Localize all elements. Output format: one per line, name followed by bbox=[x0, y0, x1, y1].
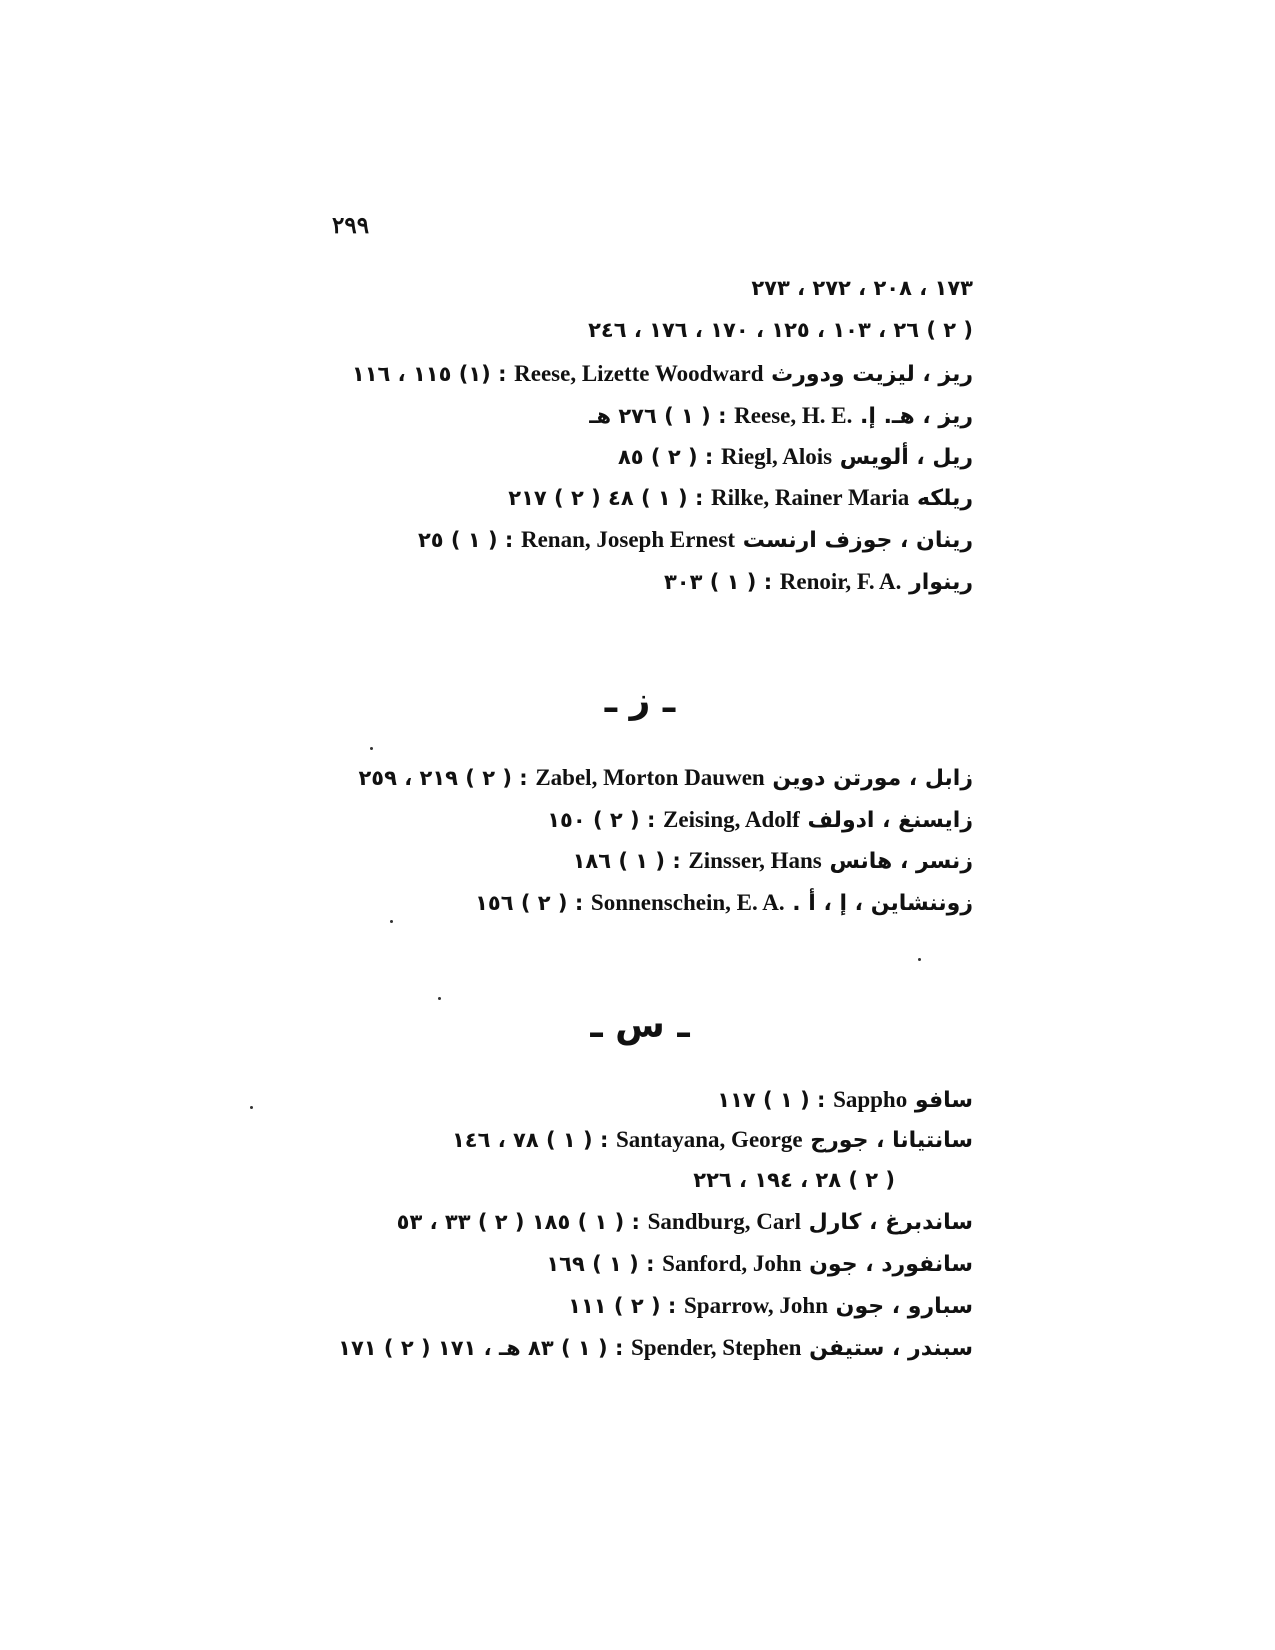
entry-arabic-name: سبندر ، ستيفن bbox=[809, 1336, 973, 1361]
entry-latin-name: Renoir, F. A. bbox=[779, 569, 902, 594]
entry-refs: : ( ٢ ) ٨٥ bbox=[617, 445, 714, 469]
index-entry bbox=[475, 885, 973, 921]
entry-latin-name: Zinsser, Hans bbox=[688, 848, 822, 873]
entry-refs: : ( ٢ ) ١١١ bbox=[568, 1294, 677, 1318]
entry-latin-name: Rilke, Rainer Maria bbox=[711, 485, 910, 510]
entry-arabic-name: زوننشاين ، إ ، أ . bbox=[792, 891, 973, 916]
entry-arabic-name: سبارو ، جون bbox=[835, 1294, 973, 1319]
entry-refs: : ( ١ ) ٣٠٣ bbox=[663, 570, 773, 594]
scan-speck bbox=[370, 747, 373, 750]
entry-refs: : ( ٢ ) ١٥٠ bbox=[547, 808, 656, 832]
entry-refs: : ( ١ ) ٢٥ bbox=[417, 528, 514, 552]
page-refs: ( ٢ ) ٢٦ ، ١٠٣ ، ١٢٥ ، ١٧٠ ، ١٧٦ ، ٢٤٦ bbox=[588, 318, 973, 342]
entry-latin-name: Sandburg, Carl bbox=[647, 1209, 801, 1234]
entry-refs: : ( ١ ) ٧٨ ، ١٤٦ bbox=[451, 1128, 609, 1152]
scan-speck bbox=[250, 1106, 253, 1109]
entry-arabic-name: رينوار bbox=[909, 570, 973, 595]
page-refs: ١٧٣ ، ٢٠٨ ، ٢٧٢ ، ٢٧٣ bbox=[751, 276, 973, 300]
entry-latin-name: Sparrow, John bbox=[683, 1293, 828, 1318]
index-entry bbox=[418, 522, 973, 558]
section-header-seen: ـ س ـ bbox=[590, 1005, 690, 1046]
index-entry bbox=[452, 1122, 973, 1158]
entry-refs: : ( ١ ) ١٨٥ ( ٢ ) ٣٣ ، ٥٣ bbox=[396, 1210, 640, 1234]
entry-arabic-name: زنسر ، هانس bbox=[829, 849, 973, 874]
entry-refs: : ( ١ ) ٢٧٦ هـ bbox=[589, 404, 727, 428]
entry-refs: : ( ٢ ) ١٥٦ bbox=[475, 891, 584, 915]
scan-speck bbox=[438, 997, 441, 1000]
entry-latin-name: Reese, H. E. bbox=[734, 403, 853, 428]
entry-latin-name: Sonnenschein, E. A. bbox=[590, 890, 785, 915]
continuation-line bbox=[693, 1162, 895, 1198]
page-refs: ( ٢ ) ٢٨ ، ١٩٤ ، ٢٢٦ bbox=[693, 1168, 895, 1192]
entry-latin-name: Zabel, Morton Dauwen bbox=[535, 765, 765, 790]
entry-latin-name: Renan, Joseph Ernest bbox=[520, 527, 736, 552]
entry-refs: : ( ١ ) ٤٨ ( ٢ ) ٢١٧ bbox=[508, 486, 704, 510]
entry-arabic-name: ريز ، ليزيت ودورث bbox=[771, 362, 973, 387]
entry-refs: : ( ١ ) ٨٣ هـ ، ١٧١ ( ٢ ) ١٧١ bbox=[338, 1336, 624, 1360]
index-entry bbox=[358, 760, 973, 796]
index-entry bbox=[618, 439, 973, 475]
entry-latin-name: Riegl, Alois bbox=[720, 444, 833, 469]
entry-arabic-name: ريل ، ألويس bbox=[839, 445, 973, 470]
entry-latin-name: Sappho bbox=[833, 1087, 908, 1112]
index-entry bbox=[573, 843, 973, 879]
entry-latin-name: Spender, Stephen bbox=[631, 1335, 802, 1360]
page-number: ٢٩٩ bbox=[332, 212, 370, 239]
index-entry bbox=[589, 398, 973, 434]
index-entry bbox=[568, 1288, 973, 1324]
entry-refs: : ( ٢ ) ٢١٩ ، ٢٥٩ bbox=[358, 766, 528, 790]
entry-latin-name: Zeising, Adolf bbox=[663, 807, 800, 832]
entry-arabic-name: سافو bbox=[914, 1088, 973, 1113]
index-entry bbox=[717, 1082, 973, 1118]
entry-refs: : (١) ١١٥ ، ١١٦ bbox=[351, 362, 507, 386]
scan-speck bbox=[390, 920, 393, 923]
entry-arabic-name: ريز ، هـ. إ. bbox=[860, 404, 973, 429]
entry-refs: : ( ١ ) ١١٧ bbox=[717, 1088, 826, 1112]
entry-arabic-name: زايسنغ ، ادولف bbox=[807, 808, 973, 833]
section-header-zay: ـ ز ـ bbox=[604, 680, 676, 721]
entry-arabic-name: ساندبرغ ، كارل bbox=[808, 1210, 973, 1235]
index-entry bbox=[547, 802, 973, 838]
entry-latin-name: Reese, Lizette Woodward bbox=[514, 361, 764, 386]
index-entry bbox=[352, 356, 973, 392]
entry-arabic-name: ريلكه bbox=[916, 486, 973, 511]
index-entry bbox=[338, 1330, 973, 1366]
continuation-line bbox=[751, 270, 973, 306]
entry-arabic-name: سانتيانا ، جورج bbox=[810, 1128, 973, 1153]
entry-arabic-name: زابل ، مورتن دوين bbox=[772, 766, 973, 791]
scan-speck bbox=[918, 958, 921, 961]
index-entry bbox=[664, 564, 973, 600]
index-entry bbox=[508, 480, 973, 516]
index-entry bbox=[546, 1246, 973, 1282]
entry-latin-name: Sanford, John bbox=[662, 1251, 802, 1276]
index-entry bbox=[397, 1204, 973, 1240]
continuation-line bbox=[588, 312, 973, 348]
entry-arabic-name: سانفورد ، جون bbox=[809, 1252, 973, 1277]
entry-latin-name: Santayana, George bbox=[616, 1127, 803, 1152]
entry-arabic-name: رينان ، جوزف ارنست bbox=[742, 528, 973, 553]
entry-refs: : ( ١ ) ١٦٩ bbox=[546, 1252, 655, 1276]
entry-refs: : ( ١ ) ١٨٦ bbox=[572, 849, 681, 873]
